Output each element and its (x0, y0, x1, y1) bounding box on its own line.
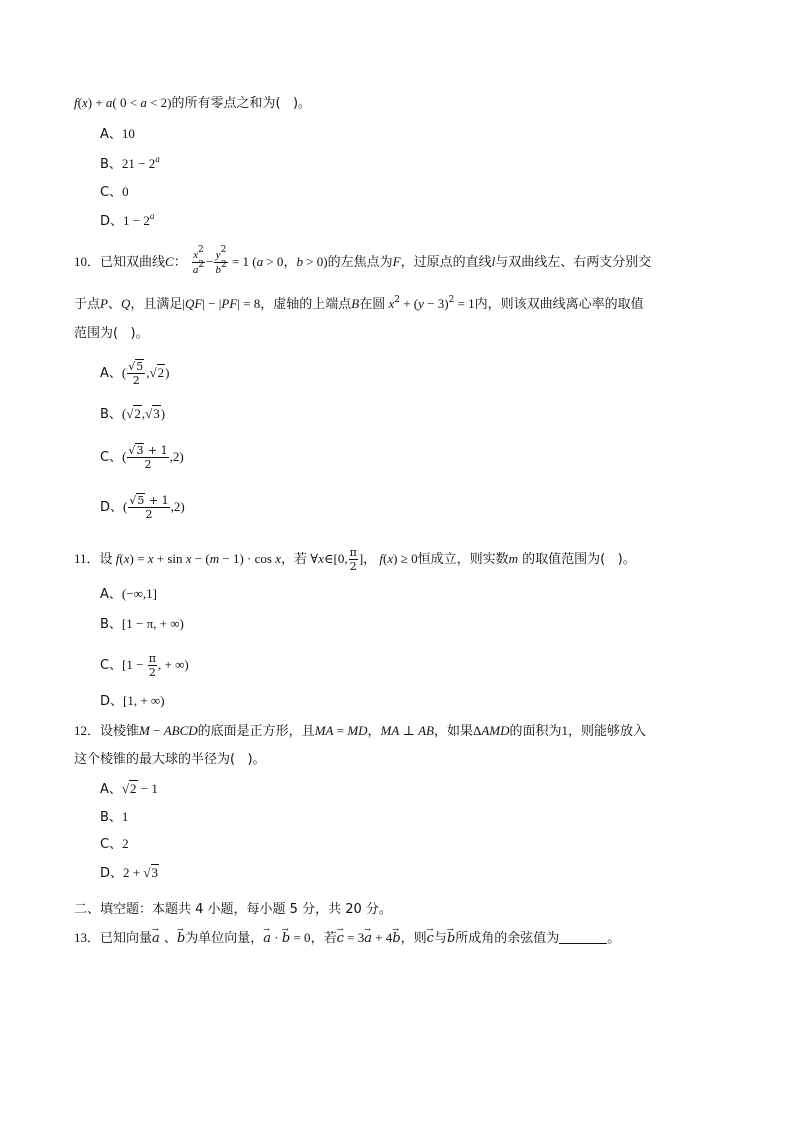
q10-option-c[interactable]: C、( $\frac{√3 + 1}{2}$ ,2) (100, 444, 184, 471)
q11-option-c[interactable]: C、[1 − $\frac{\pi}{2}$ , + ∞) (100, 652, 189, 679)
q10-stem-line2: 于点P、Q，且满足|QF| − |PF| = 8，虚轴的上端点B在圆 $x^2 + (y - 3)^2 = 1$内，则该双曲线离心率的取值 (74, 295, 644, 312)
q10-option-a[interactable]: A、( $\frac{√5}{2}$ ,√2) (100, 360, 170, 387)
q11-option-a[interactable]: A、(−∞,1] (100, 586, 157, 602)
q11-option-b[interactable]: B、[1 − π, + ∞) (100, 616, 184, 632)
q11-stem: 11．设 f(x) = x + sin x − (m − 1) · cos x，若 ∀x∈[0, $\frac{\pi}{2}$ ]， f(x) ≥ 0恒成立，则实数m 的取值范围为( )。 (74, 546, 636, 573)
q12-option-c[interactable]: C、2 (100, 836, 129, 852)
q9-option-a[interactable]: A、10 (100, 126, 135, 142)
q10-option-d[interactable]: D、( $\frac{√5 + 1}{2}$ ,2) (100, 494, 185, 521)
q9-option-c[interactable]: C、0 (100, 184, 129, 200)
q12-stem-line1: 12．设棱锥M − ABCD的底面是正方形，且MA = MD，MA ⊥ AB，如果ΔAMD的面积为1，则能够放入 (74, 723, 647, 739)
q9-option-d[interactable]: D、$1 - 2^a$ (100, 211, 155, 229)
q9-stem: f(x) + a( 0 < a < 2)的所有零点之和为( )。 (74, 95, 312, 111)
q12-option-b[interactable]: B、1 (100, 809, 129, 825)
q9-option-b[interactable]: B、$21 - 2^a$ (100, 154, 160, 172)
section-2-heading: 二、填空题：本题共 4 小题，每小题 5 分，共 20 分。 (74, 902, 392, 917)
q13-stem: 13．已知向量→ a 、→ b为单位向量，→ a · → b = 0，若→ c = 3→ a + 4→ b，则→ c与→ b所成角的余弦值为 。 (74, 930, 620, 947)
q12-option-a[interactable]: A、√2 − 1 (100, 781, 158, 797)
q12-option-d[interactable]: D、2 + √3 (100, 865, 158, 881)
q12-stem-line2: 这个棱锥的最大球的半径为( )。 (74, 752, 266, 767)
q10-option-b[interactable]: B、(√2,√3) (100, 406, 166, 422)
q10-stem-line3: 范围为( )。 (74, 326, 149, 341)
q11-option-d[interactable]: D、[1, + ∞) (100, 693, 165, 709)
q10-stem-line1: 10．已知双曲线C： $\frac{x^2}{a^2}$ − $\frac{y^2}{b^2}$ = 1 (a > 0，b > 0)的左焦点为F，过原点的直线l与双曲线左、右两支分别交 (74, 245, 652, 276)
answer-blank[interactable] (559, 931, 607, 944)
